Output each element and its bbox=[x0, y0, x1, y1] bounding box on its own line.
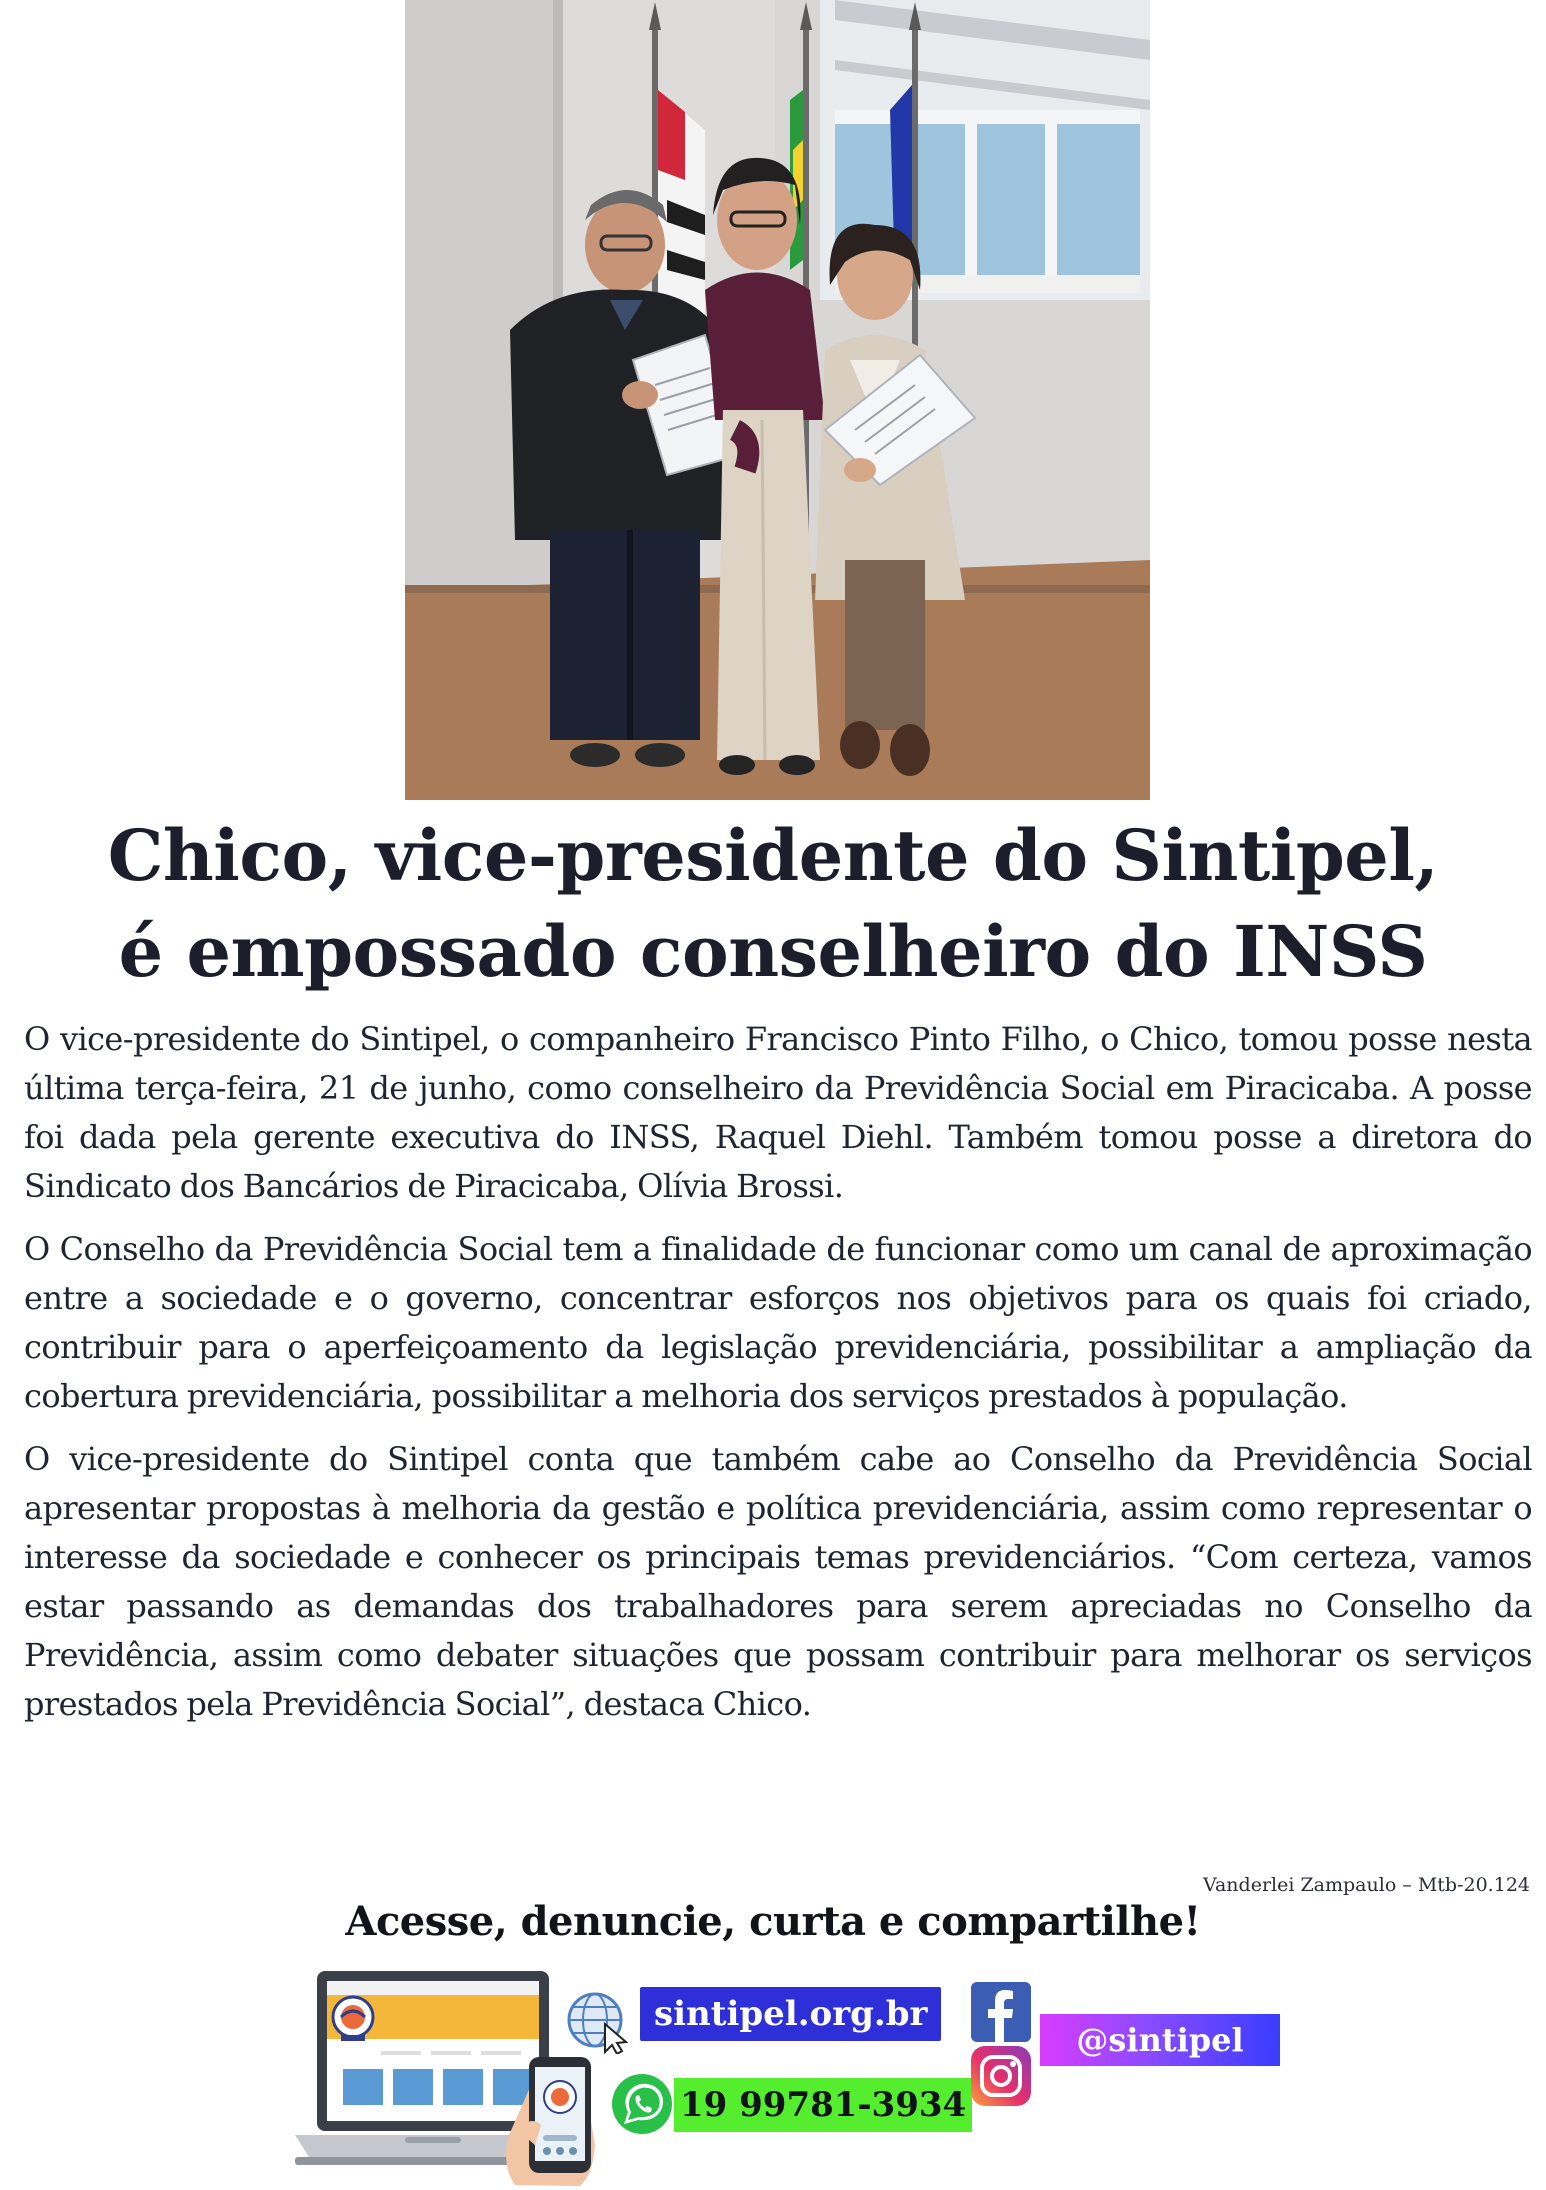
article-paragraph: O vice-presidente do Sintipel, o companheiro Francisco Pinto Filho, o Chico, tomou posse nesta última terça-feira, 21 de junho, como conselheiro da Previdência Social em Piracicaba. A posse foi dada pela gerente executiva do INSS, Raquel Diehl. Também tomou posse a diretora do Sindicato dos Bancários de Piracicaba, Olívia Brossi. bbox=[24, 1020, 1532, 1205]
call-to-action: Acesse, denuncie, curta e compartilhe! bbox=[345, 1898, 1201, 1945]
website-link[interactable]: sintipel.org.br bbox=[640, 1987, 941, 2041]
headline-line-2: é empossado conselheiro do INSS bbox=[118, 910, 1428, 993]
social-handle[interactable]: @sintipel bbox=[1040, 2014, 1280, 2066]
article-paragraph: O vice-presidente do Sintipel conta que também cabe ao Conselho da Previdência Social apresentar propostas à melhoria da gestão e política previdenciária, assim como representar o interesse da sociedade e conhecer os principais temas previdenciários. “Com certeza, vamos estar passando as demandas dos trabalhadores para serem apreciadas no Conselho da Previdência, assim como debater situações que possam contribuir para melhorar os serviços prestados pela Previdência Social”, destaca Chico. bbox=[24, 1440, 1532, 1723]
facebook-icon[interactable] bbox=[971, 1982, 1031, 2046]
news-photo bbox=[405, 0, 1150, 800]
whatsapp-icon bbox=[610, 2072, 674, 2140]
article-body bbox=[24, 1015, 1532, 1743]
instagram-icon[interactable] bbox=[971, 2046, 1031, 2110]
article-paragraph: O Conselho da Previdência Social tem a finalidade de funcionar como um canal de aproximação entre a sociedade e o governo, concentrar esforços nos objetivos para os quais foi criado, contribuir para o aperfeiçoamento da legislação previdenciária, possibilitar a ampliação da cobertura previdenciária, possibilitar a melhoria dos serviços prestados à população. bbox=[24, 1230, 1532, 1415]
headline-line-1: Chico, vice-presidente do Sintipel, bbox=[107, 814, 1439, 897]
globe-icon bbox=[565, 1990, 629, 2058]
headline bbox=[0, 808, 1546, 1000]
byline: Vanderlei Zampaulo – Mtb-20.124 bbox=[1203, 1874, 1530, 1896]
whatsapp-phone[interactable]: 19 99781-3934 bbox=[674, 2078, 972, 2132]
